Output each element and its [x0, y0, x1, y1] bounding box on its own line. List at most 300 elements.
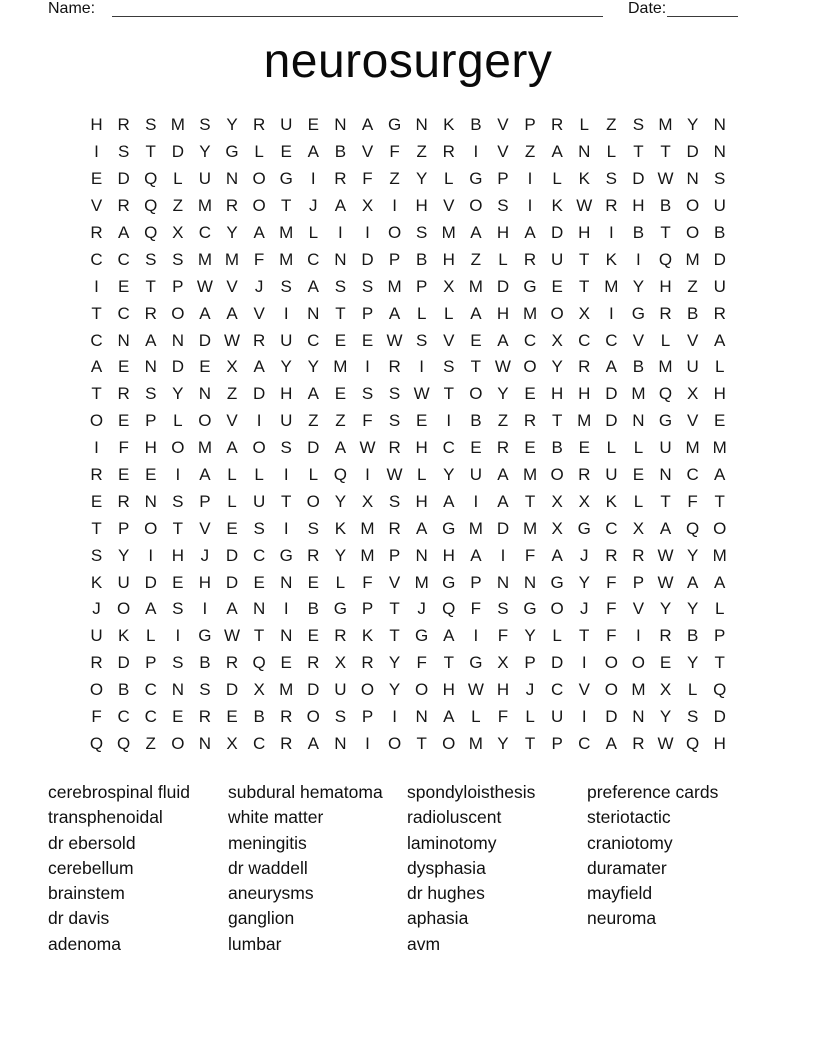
grid-cell-letter: S [145, 249, 157, 269]
word-list-column [587, 780, 767, 957]
grid-cell-letter: M [197, 249, 212, 269]
grid-cell-letter: B [334, 142, 347, 162]
grid-cell-letter: G [577, 518, 591, 538]
grid-cell-letter: A [226, 438, 238, 458]
grid-cell-letter: H [442, 680, 455, 700]
grid-cell-letter: Q [117, 733, 131, 753]
grid-cell-letter: R [198, 707, 212, 727]
grid-cell-letter: P [361, 303, 374, 323]
grid-cell-letter: W [359, 438, 376, 458]
grid-row [83, 300, 733, 327]
grid-cell-letter: G [442, 518, 456, 538]
grid-cell-letter: L [660, 330, 671, 350]
grid-cell-letter: O [415, 680, 429, 700]
grid-cell-letter: P [524, 653, 536, 673]
grid-cell-letter: M [522, 303, 538, 323]
grid-cell-letter: H [713, 384, 726, 404]
grid-cell-letter: A [497, 330, 509, 350]
grid-cell-letter: O [306, 707, 320, 727]
grid-cell-letter: U [252, 491, 266, 511]
grid-cell-letter: N [171, 330, 184, 350]
grid-cell-letter: O [144, 518, 158, 538]
grid-cell-letter: E [280, 142, 292, 162]
grid-cell-letter: Z [524, 142, 536, 162]
grid-cell-letter: O [550, 465, 564, 485]
grid-cell-letter: R [388, 357, 401, 377]
grid-cell-letter: V [199, 518, 211, 538]
grid-cell-letter: D [713, 707, 726, 727]
grid-cell-letter: B [470, 115, 482, 135]
grid-cell-letter: P [199, 491, 211, 511]
grid-cell-letter: R [307, 653, 320, 673]
grid-cell-letter: S [361, 384, 374, 404]
grid-cell-letter: H [144, 438, 157, 458]
grid-cell-letter: O [198, 411, 212, 431]
grid-cell-letter: T [524, 733, 536, 753]
grid-cell-letter: X [551, 518, 563, 538]
name-label: Name: [48, 0, 96, 17]
grid-cell-letter: Y [551, 357, 563, 377]
grid-cell-letter: O [387, 733, 402, 753]
grid-cell-letter: Z [497, 411, 509, 431]
grid-cell-letter: O [442, 733, 456, 753]
grid-cell-letter: M [631, 384, 646, 404]
grid-cell-letter: R [90, 465, 103, 485]
grid-cell-letter: K [117, 626, 130, 646]
grid-cell-letter: Y [524, 626, 536, 646]
grid-cell-letter: X [551, 491, 563, 511]
grid-cell-letter: R [90, 223, 103, 242]
grid-row [83, 354, 733, 381]
grid-cell-letter: U [198, 169, 212, 189]
grid-cell-letter: S [280, 438, 292, 458]
grid-cell-letter: T [172, 518, 184, 538]
grid-cell-letter: Q [252, 653, 266, 673]
grid-row [83, 381, 733, 408]
grid-cell-letter: G [333, 599, 347, 619]
grid-cell-letter: E [117, 465, 130, 485]
grid-cell-letter: I [581, 707, 587, 727]
grid-cell-letter: C [551, 680, 564, 700]
grid-cell-letter: A [199, 303, 211, 323]
grid-cell-letter: Z [226, 384, 238, 404]
grid-cell-letter: R [605, 196, 618, 216]
grid-cell-letter: N [252, 599, 266, 619]
grid-cell-letter: M [360, 545, 375, 565]
grid-cell-letter: H [659, 276, 672, 296]
grid-cell-letter: N [334, 733, 347, 753]
grid-cell-letter: Q [144, 223, 158, 242]
grid-cell-letter: M [522, 465, 538, 485]
grid-row [83, 112, 733, 139]
grid-cell-letter: D [307, 438, 320, 458]
grid-cell-letter: G [442, 572, 456, 592]
grid-cell-letter: H [713, 733, 726, 753]
grid-cell-letter: T [443, 653, 454, 673]
grid-cell-letter: C [252, 733, 266, 753]
grid-cell-letter: Y [334, 545, 347, 565]
grid-cell-letter: E [226, 707, 238, 727]
grid-cell-letter: A [659, 518, 672, 538]
grid-cell-letter: A [714, 330, 726, 350]
grid-cell-letter: X [578, 491, 590, 511]
grid-cell-letter: C [686, 465, 699, 485]
grid-cell-letter: N [713, 115, 726, 135]
grid-cell-letter: A [470, 223, 482, 242]
grid-cell-letter: N [144, 357, 157, 377]
word-list-item: cerebrospinal fluid [48, 782, 191, 802]
word-list-item: ganglion [228, 908, 295, 929]
grid-cell-letter: F [362, 169, 373, 189]
grid-cell-letter: S [117, 142, 130, 162]
grid-cell-letter: I [581, 653, 587, 673]
grid-cell-letter: T [389, 599, 400, 619]
grid-cell-letter: T [579, 276, 590, 296]
grid-cell-letter: I [473, 626, 479, 646]
grid-cell-letter: O [252, 438, 266, 458]
grid-cell-letter: W [657, 169, 674, 189]
word-list-item: mayfield [587, 883, 653, 904]
grid-cell-letter: I [500, 545, 506, 565]
grid-cell-letter: D [225, 545, 239, 565]
grid-cell-letter: I [283, 303, 289, 323]
grid-cell-letter: N [496, 572, 510, 592]
grid-cell-letter: V [226, 276, 238, 296]
grid-row [83, 488, 733, 515]
grid-row [83, 273, 733, 300]
grid-cell-letter: R [713, 303, 726, 323]
grid-cell-letter: F [606, 599, 617, 619]
grid-cell-letter: C [442, 438, 455, 458]
grid-cell-letter: F [362, 411, 373, 431]
grid-cell-letter: H [578, 223, 591, 242]
grid-cell-letter: X [361, 196, 374, 216]
grid-cell-letter: C [578, 733, 591, 753]
grid-cell-letter: R [117, 384, 130, 404]
grid-cell-letter: X [361, 491, 374, 511]
grid-cell-letter: V [686, 411, 699, 431]
grid-cell-letter: V [388, 572, 401, 592]
grid-row [83, 515, 733, 542]
grid-cell-letter: O [306, 491, 320, 511]
grid-cell-letter: S [172, 491, 184, 511]
grid-cell-letter: E [226, 518, 238, 538]
grid-cell-letter: O [631, 653, 646, 673]
grid-cell-letter: Z [416, 142, 427, 162]
grid-cell-letter: Q [144, 196, 158, 216]
word-list-item: dysphasia [407, 857, 486, 878]
grid-cell-letter: M [468, 733, 483, 753]
grid-cell-letter: I [256, 411, 262, 431]
grid-cell-letter: U [280, 411, 293, 431]
grid-cell-letter: D [171, 142, 184, 162]
grid-cell-letter: C [252, 545, 266, 565]
grid-cell-letter: H [442, 545, 455, 565]
grid-cell-letter: R [388, 438, 401, 458]
grid-cell-letter: X [578, 303, 590, 323]
grid-cell-letter: P [145, 411, 157, 431]
grid-cell-letter: H [90, 115, 103, 135]
grid-cell-letter: M [712, 438, 727, 458]
grid-cell-letter: T [253, 626, 265, 646]
grid-cell-letter: K [551, 196, 563, 216]
grid-cell-letter: M [197, 438, 212, 458]
grid-cell-letter: V [90, 196, 103, 216]
word-list-item: steriotactic [587, 807, 671, 828]
grid-cell-letter: D [605, 411, 618, 431]
grid-cell-letter: W [196, 276, 213, 296]
grid-cell-letter: A [714, 572, 726, 592]
grid-cell-letter: E [117, 276, 130, 296]
grid-cell-letter: S [307, 518, 319, 538]
grid-cell-letter: C [144, 680, 157, 700]
grid-cell-letter: E [524, 438, 536, 458]
grid-cell-letter: M [468, 518, 483, 538]
grid-cell-letter: W [223, 330, 241, 350]
grid-cell-letter: L [498, 249, 508, 269]
grid-cell-letter: E [714, 411, 726, 431]
grid-cell-letter: K [90, 572, 103, 592]
grid-cell-letter: B [199, 653, 211, 673]
grid-cell-letter: P [497, 169, 509, 189]
grid-cell-letter: G [198, 626, 212, 646]
grid-cell-letter: L [308, 465, 319, 485]
grid-cell-letter: X [226, 357, 238, 377]
grid-cell-letter: L [146, 626, 156, 646]
grid-cell-letter: R [632, 733, 645, 753]
grid-cell-letter: O [171, 733, 185, 753]
grid-row [83, 542, 733, 569]
grid-cell-letter: M [279, 680, 294, 700]
grid-cell-letter: I [608, 223, 614, 242]
grid-cell-letter: Y [388, 680, 401, 700]
grid-cell-letter: L [308, 223, 319, 242]
grid-cell-letter: O [387, 223, 402, 242]
grid-cell-letter: U [686, 357, 699, 377]
grid-cell-letter: O [117, 599, 131, 619]
grid-cell-letter: A [497, 491, 509, 511]
grid-cell-letter: Y [307, 357, 319, 377]
grid-cell-letter: E [632, 465, 645, 485]
grid-cell-letter: V [632, 599, 645, 619]
date-label: Date: [628, 0, 667, 17]
grid-cell-letter: J [200, 545, 210, 565]
grid-cell-letter: L [633, 491, 644, 511]
grid-cell-letter: T [714, 491, 725, 511]
grid-cell-letter: N [334, 249, 347, 269]
grid-row [83, 435, 733, 462]
grid-cell-letter: I [94, 276, 99, 296]
grid-cell-letter: T [281, 196, 292, 216]
grid-cell-letter: I [365, 733, 370, 753]
grid-cell-letter: M [658, 357, 673, 377]
grid-cell-letter: Y [632, 276, 645, 296]
grid-cell-letter: C [578, 330, 591, 350]
grid-cell-letter: G [523, 276, 537, 296]
grid-cell-letter: W [467, 680, 484, 700]
grid-cell-letter: B [714, 223, 726, 242]
grid-cell-letter: Y [497, 733, 509, 753]
grid-cell-letter: H [551, 384, 564, 404]
grid-cell-letter: T [660, 491, 671, 511]
grid-cell-letter: E [253, 572, 265, 592]
grid-cell-letter: T [416, 733, 427, 753]
grid-cell-letter: A [551, 545, 563, 565]
grid-cell-letter: N [198, 384, 212, 404]
grid-cell-letter: M [197, 196, 212, 216]
grid-cell-letter: D [307, 680, 320, 700]
grid-cell-letter: B [659, 196, 672, 216]
grid-cell-letter: T [91, 303, 102, 323]
grid-row [83, 246, 733, 273]
grid-cell-letter: E [117, 411, 130, 431]
grid-cell-letter: E [470, 438, 482, 458]
grid-cell-letter: S [416, 223, 428, 242]
grid-cell-letter: H [171, 545, 184, 565]
grid-cell-letter: N [659, 465, 672, 485]
grid-cell-letter: L [606, 142, 617, 162]
grid-cell-letter: O [252, 169, 266, 189]
grid-cell-letter: R [361, 653, 374, 673]
grid-cell-letter: Z [172, 196, 184, 216]
word-list-item: meningitis [228, 832, 307, 853]
grid-cell-letter: T [551, 411, 563, 431]
grid-cell-letter: B [416, 249, 428, 269]
word-list-item: subdural hematoma [228, 782, 383, 802]
grid-cell-letter: X [632, 518, 645, 538]
grid-cell-letter: P [551, 733, 563, 753]
grid-cell-letter: P [524, 115, 536, 135]
grid-cell-letter: A [253, 357, 265, 377]
grid-cell-letter: L [416, 303, 427, 323]
grid-cell-letter: H [632, 196, 645, 216]
grid-cell-letter: F [687, 491, 698, 511]
grid-cell-letter: B [686, 626, 699, 646]
grid-cell-letter: U [551, 707, 564, 727]
grid-row [83, 220, 733, 247]
grid-cell-letter: Z [308, 411, 319, 431]
grid-cell-letter: Z [606, 115, 617, 135]
grid-cell-letter: M [279, 249, 294, 269]
grid-cell-letter: O [604, 680, 618, 700]
grid-cell-letter: I [283, 518, 289, 538]
grid-cell-letter: I [365, 465, 370, 485]
grid-cell-letter: T [91, 384, 102, 404]
grid-cell-letter: A [145, 599, 157, 619]
grid-cell-letter: G [469, 653, 483, 673]
grid-cell-letter: R [117, 491, 130, 511]
grid-cell-letter: O [89, 411, 104, 431]
grid-cell-letter: D [632, 169, 645, 189]
grid-cell-letter: A [334, 438, 347, 458]
grid-cell-letter: A [145, 330, 157, 350]
grid-cell-letter: U [90, 626, 103, 646]
grid-cell-letter: K [605, 491, 617, 511]
grid-cell-letter: Y [226, 223, 238, 242]
grid-cell-letter: S [334, 276, 347, 296]
grid-cell-letter: Q [713, 680, 727, 700]
grid-cell-letter: I [473, 142, 479, 162]
grid-cell-letter: R [90, 653, 103, 673]
grid-cell-letter: W [386, 330, 403, 350]
grid-cell-letter: I [527, 196, 533, 216]
grid-cell-letter: R [578, 465, 591, 485]
grid-cell-letter: A [497, 465, 509, 485]
grid-cell-letter: N [686, 169, 699, 189]
grid-cell-letter: J [579, 599, 589, 619]
grid-cell-letter: H [578, 384, 591, 404]
grid-cell-letter: L [579, 115, 589, 135]
grid-cell-letter: R [388, 518, 401, 538]
grid-cell-letter: X [226, 733, 238, 753]
grid-cell-letter: C [307, 330, 320, 350]
grid-cell-letter: E [172, 572, 184, 592]
grid-cell-letter: D [551, 653, 564, 673]
grid-cell-letter: B [686, 303, 699, 323]
grid-cell-letter: P [388, 249, 401, 269]
grid-cell-letter: S [145, 115, 157, 135]
grid-cell-letter: B [470, 411, 482, 431]
grid-cell-letter: B [307, 599, 319, 619]
grid-cell-letter: R [659, 626, 672, 646]
grid-cell-letter: L [254, 465, 264, 485]
word-list-item: preference cards [587, 782, 719, 802]
grid-cell-letter: A [307, 276, 319, 296]
grid-cell-letter: H [415, 196, 428, 216]
grid-cell-letter: M [685, 438, 700, 458]
grid-cell-letter: T [660, 223, 671, 242]
grid-cell-letter: L [173, 169, 183, 189]
grid-cell-letter: N [280, 626, 293, 646]
grid-cell-letter: D [713, 249, 726, 269]
grid-cell-letter: S [145, 384, 157, 404]
grid-cell-letter: E [145, 465, 157, 485]
grid-cell-letter: T [470, 357, 482, 377]
grid-cell-letter: W [223, 626, 241, 646]
grid-cell-letter: J [579, 545, 589, 565]
grid-cell-letter: V [632, 330, 645, 350]
grid-cell-letter: S [605, 169, 617, 189]
grid-cell-letter: O [469, 384, 483, 404]
grid-cell-letter: S [172, 249, 184, 269]
grid-cell-letter: O [713, 518, 727, 538]
grid-cell-letter: A [90, 357, 103, 377]
grid-cell-letter: W [657, 572, 674, 592]
grid-row [83, 327, 733, 354]
grid-row [83, 677, 733, 704]
grid-cell-letter: C [117, 303, 130, 323]
grid-cell-letter: A [443, 707, 455, 727]
grid-cell-letter: S [253, 518, 265, 538]
grid-cell-letter: R [280, 733, 293, 753]
grid-cell-letter: E [334, 330, 347, 350]
name-fill-line [112, 2, 603, 17]
grid-cell-letter: S [280, 276, 292, 296]
grid-cell-letter: T [335, 303, 346, 323]
grid-cell-letter: L [525, 707, 535, 727]
grid-cell-letter: L [227, 465, 237, 485]
grid-cell-letter: H [496, 223, 510, 242]
grid-cell-letter: P [361, 707, 374, 727]
grid-cell-letter: U [280, 330, 293, 350]
grid-cell-letter: U [117, 572, 130, 592]
grid-cell-letter: U [551, 249, 564, 269]
grid-cell-letter: A [253, 223, 265, 242]
grid-cell-letter: E [307, 626, 319, 646]
grid-cell-letter: C [90, 249, 103, 269]
grid-cell-letter: Y [334, 491, 347, 511]
grid-cell-letter: E [659, 653, 672, 673]
